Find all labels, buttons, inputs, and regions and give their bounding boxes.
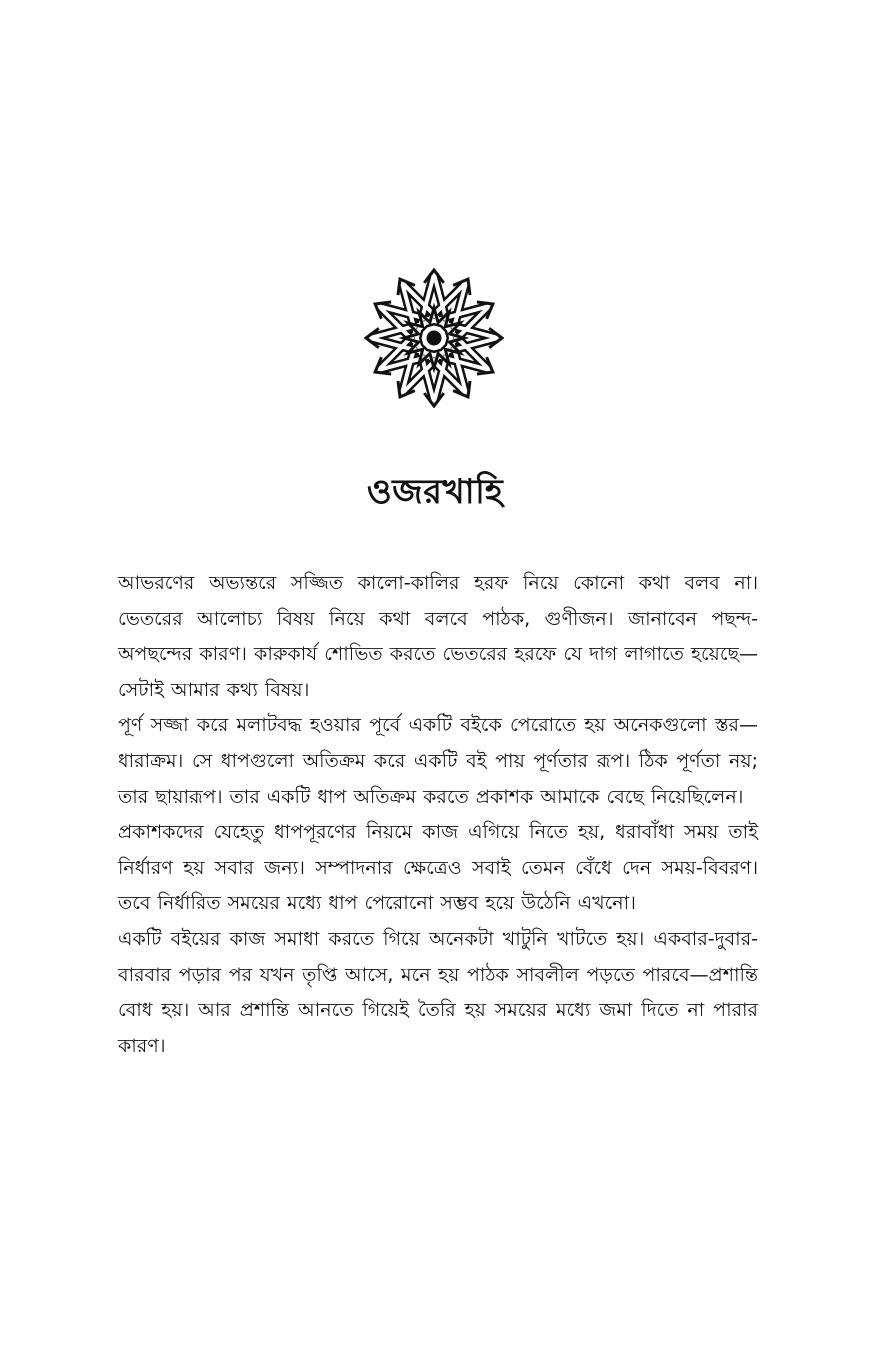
paragraph-3: প্রকাশকদের যেহেতু ধাপপূরণের নিয়মে কাজ এগিয়ে নিতে হয়, ধরাবাঁধা সময় তাই নির্ধারণ হয় সবার জন্য। সম্পাদনার ক্ষেত্রেও সবাই তেমন বেঁধে দেন সময়-বিবরণ। তবে নির্ধারিত সময়ের মধ্যে ধাপ পেরোনো সম্ভব হয়ে উঠেনি এখনো। [118,821,758,915]
rosette-ornament-icon [364,268,504,408]
body-text [118,566,758,1064]
paragraph-1: আভরণের অভ্যন্তরে সজ্জিত কালো-কালির হরফ নিয়ে কোনো কথা বলব না। ভেতরের আলোচ্য বিষয় নিয়ে কথা বলবে পাঠক, গুণীজন। জানাবেন পছন্দ-অপছন্দের কারণ। কারুকার্য শোভিত করতে ভেতরের হরফে যে দাগ লাগাতে হয়েছে—সেটাই আমার কথ্য বিষয়। [118,572,758,701]
paragraph-4: একটি বইয়ের কাজ সমাধা করতে গিয়ে অনেকটা খাটুনি খাটতে হয়। একবার-দুবার-বারবার পড়ার পর যখন তৃপ্তি আসে, মনে হয় পাঠক সাবলীল পড়তে পারবে—প্রশান্তি বোধ হয়। আর প্রশান্তি আনতে গিয়েই তৈরি হয় সময়ের মধ্যে জমা দিতে না পারার কারণ। [118,927,758,1057]
paragraph-2: পূর্ণ সজ্জা করে মলাটবদ্ধ হওয়ার পূর্বে একটি বইকে পেরোতে হয় অনেকগুলো স্তর—ধারাক্রম। সে ধাপগুলো অতিক্রম করে একটি বই পায় পূর্ণতার রূপ। ঠিক পূর্ণতা নয়; তার ছায়ারূপ। তার একটি ধাপ অতিক্রম করতে প্রকাশক আমাকে বেছে নিয়েছিলেন। [118,714,758,808]
chapter-title: ওজরখাহি [366,472,504,512]
